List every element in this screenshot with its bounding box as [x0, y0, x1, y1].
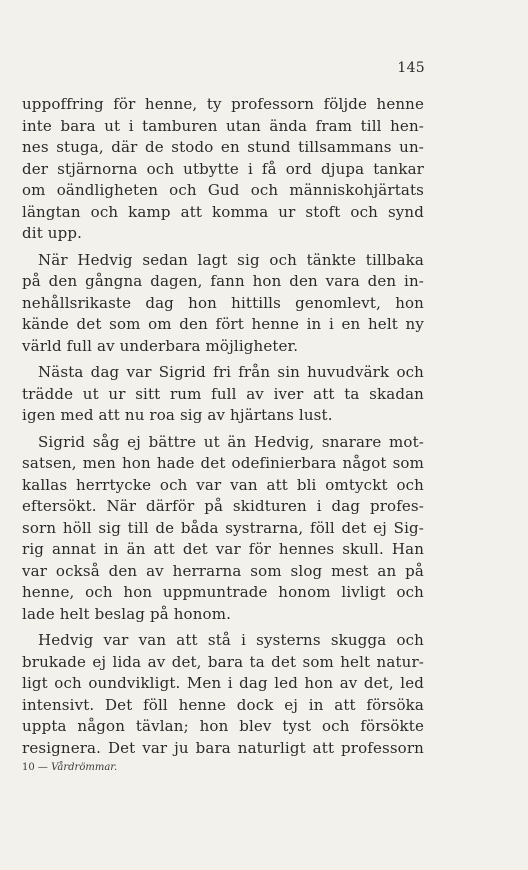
text-line: lade helt beslag på honom. — [22, 604, 231, 623]
body-text — [22, 94, 424, 759]
text-line: nes stuga, där de stodo en stund tillsammans un- — [22, 138, 424, 156]
text-line: Hedvig var van att stå i systerns skugga och — [38, 631, 424, 649]
text-line: henne, och hon uppmuntrade honom livligt och — [22, 583, 424, 601]
text-line: värld full av underbara möjligheter. — [22, 336, 299, 355]
text-line: var också den av herrarna som slog mest an på — [22, 561, 424, 580]
text-line: kallas herrtycke och var van att bli omtyckt och — [22, 475, 424, 494]
paragraph-2 — [22, 250, 424, 358]
text-line: Sigrid såg ej bättre ut än Hedvig, snarare mot- — [38, 432, 424, 451]
text-line: der stjärnorna och utbytte i få ord djupa tankar — [22, 159, 424, 178]
text-line: eftersökt. När därför på skidturen i dag profes- — [22, 497, 424, 515]
text-line: uppta någon tävlan; hon blev tyst och försökte — [22, 717, 424, 735]
text-line: sorn höll sig till de båda systrarna, föll det ej Sig- — [22, 518, 424, 537]
paragraph-1 — [22, 94, 424, 245]
text-line: uppoffring för henne, ty professorn följde henne — [22, 95, 424, 113]
signature-mark — [22, 762, 117, 773]
signature-number: 10 — [22, 762, 35, 773]
text-line: brukade ej lida av det, bara ta det som helt natur- — [22, 652, 424, 671]
text-line: inte bara ut i tamburen utan ända fram till hen- — [22, 116, 424, 135]
text-line: igen med att nu roa sig av hjärtans lust. — [22, 406, 333, 424]
page-number: 145 — [397, 60, 425, 76]
text-line: Nästa dag var Sigrid fri från sin huvudvärk och — [38, 363, 424, 381]
text-line: på den gångna dagen, fann hon den vara den in- — [22, 272, 424, 290]
signature-dash: — — [37, 762, 48, 773]
text-line: dit upp. — [22, 224, 83, 242]
text-line: intensivt. Det föll henne dock ej in att försöka — [22, 695, 424, 714]
text-line: om oändligheten och Gud och människohjärtats — [22, 181, 424, 199]
paragraph-4 — [22, 432, 424, 626]
text-line: När Hedvig sedan lagt sig och tänkte tillbaka — [38, 250, 424, 269]
text-line: trädde ut ur sitt rum full av iver att ta skadan — [22, 384, 424, 403]
text-line: satsen, men hon hade det odefinierbara något som — [22, 454, 424, 472]
text-line: nehållsrikaste dag hon hittills genomlevt, hon — [22, 293, 424, 312]
text-line: ligt och oundvikligt. Men i dag led hon av det, led — [22, 674, 424, 692]
paragraph-3 — [22, 362, 424, 427]
text-line: längtan och kamp att komma ur stoft och synd — [22, 202, 424, 221]
text-line: rig annat in än att det var för hennes skull. Han — [22, 540, 424, 558]
text-line: kände det som om den fört henne in i en helt ny — [22, 315, 424, 333]
paragraph-5 — [22, 630, 424, 759]
text-line: resignera. Det var ju bara naturligt att professorn — [22, 738, 424, 757]
signature-title: Vårdrömmar. — [51, 762, 118, 773]
